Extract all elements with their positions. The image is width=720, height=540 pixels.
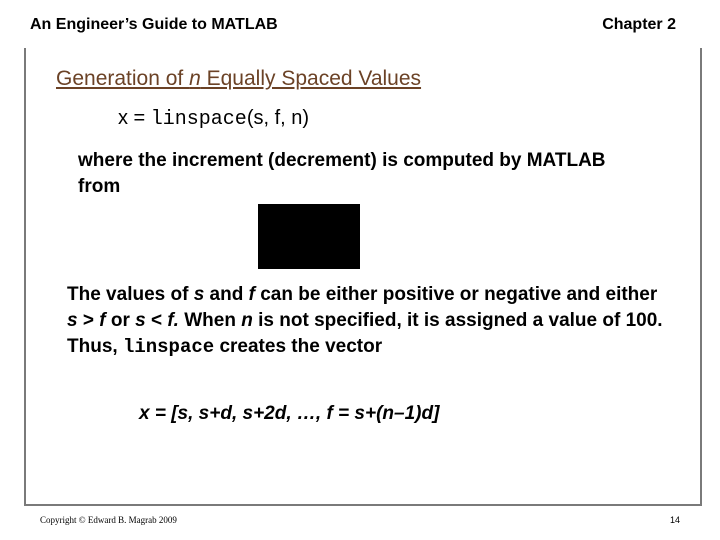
copyright-notice: Copyright © Edward B. Magrab 2009 (40, 515, 177, 525)
increment-explanation: where the increment (decrement) is computed by MATLAB from (78, 150, 606, 197)
syntax-function-name: linspace (150, 108, 247, 131)
linspace-syntax: x = linspace(s, f, n) (118, 107, 310, 131)
slide-title: Generation of n Equally Spaced Values (56, 67, 422, 90)
inline-code-linspace: linspace (122, 336, 215, 358)
vector-expression: x = [s, s+d, s+2d, …, f = s+(n–1)d] (139, 403, 440, 424)
page-number: 14 (669, 515, 680, 525)
values-explanation: The values of s and f can be either positive or negative and either s > f or s < f. When n is not specified, it is assigned a value of 100. Thus, linspace creates the vector (67, 284, 663, 358)
title-variable-n: n (189, 67, 201, 90)
formula-image (258, 204, 360, 269)
header-chapter: Chapter 2 (602, 16, 676, 33)
header-book-title: An Engineer’s Guide to MATLAB (30, 16, 278, 33)
